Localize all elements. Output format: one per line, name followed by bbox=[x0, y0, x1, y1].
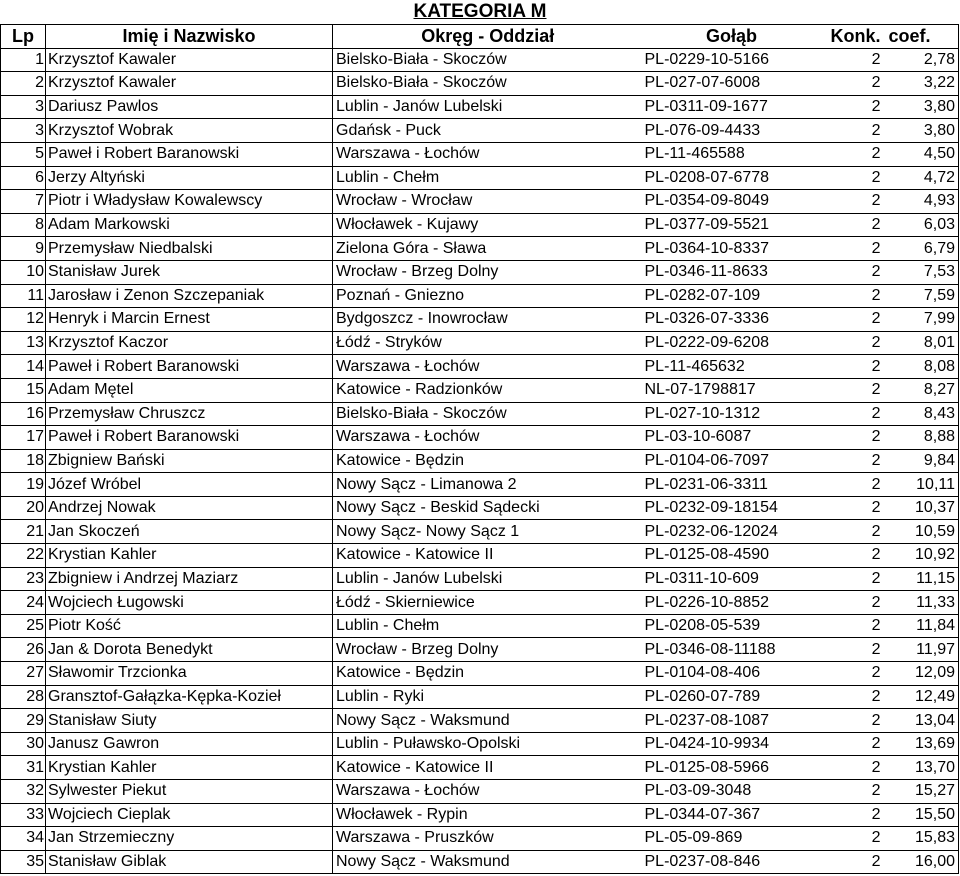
cell-golab: PL-0229-10-5166 bbox=[643, 48, 821, 72]
cell-okreg: Włocławek - Rypin bbox=[333, 803, 643, 827]
table-row bbox=[1, 827, 959, 851]
cell-okreg: Wrocław - Brzeg Dolny bbox=[333, 638, 643, 662]
cell-okreg: Warszawa - Pruszków bbox=[333, 827, 643, 851]
cell-konk: 2 bbox=[821, 496, 885, 520]
table-row bbox=[1, 449, 959, 473]
cell-golab: PL-0346-11-8633 bbox=[643, 260, 821, 284]
cell-coef: 10,37 bbox=[885, 496, 959, 520]
cell-lp: 20 bbox=[1, 496, 46, 520]
table-row bbox=[1, 567, 959, 591]
cell-golab: PL-0237-08-846 bbox=[643, 850, 821, 874]
cell-name: Piotr Kość bbox=[46, 614, 333, 638]
table-row bbox=[1, 591, 959, 615]
cell-name: Gransztof-Gałązka-Kępka-Kozieł bbox=[46, 685, 333, 709]
cell-lp: 27 bbox=[1, 662, 46, 686]
cell-golab: PL-0208-07-6778 bbox=[643, 166, 821, 190]
header-name: Imię i Nazwisko bbox=[46, 25, 333, 49]
cell-name: Krystian Kahler bbox=[46, 544, 333, 568]
cell-golab: NL-07-1798817 bbox=[643, 378, 821, 402]
cell-coef: 16,00 bbox=[885, 850, 959, 874]
cell-name: Zbigniew Bański bbox=[46, 449, 333, 473]
cell-golab: PL-0424-10-9934 bbox=[643, 732, 821, 756]
cell-konk: 2 bbox=[821, 402, 885, 426]
cell-coef: 11,84 bbox=[885, 614, 959, 638]
cell-name: Paweł i Robert Baranowski bbox=[46, 142, 333, 166]
cell-konk: 2 bbox=[821, 520, 885, 544]
cell-konk: 2 bbox=[821, 260, 885, 284]
table-row bbox=[1, 544, 959, 568]
cell-coef: 3,80 bbox=[885, 119, 959, 143]
cell-lp: 8 bbox=[1, 213, 46, 237]
cell-lp: 22 bbox=[1, 544, 46, 568]
cell-okreg: Katowice - Katowice II bbox=[333, 544, 643, 568]
cell-konk: 2 bbox=[821, 378, 885, 402]
cell-okreg: Lublin - Janów Lubelski bbox=[333, 95, 643, 119]
cell-okreg: Bydgoszcz - Inowrocław bbox=[333, 308, 643, 332]
page-title-text: KATEGORIA M bbox=[413, 1, 547, 22]
table-row bbox=[1, 260, 959, 284]
cell-golab: PL-0104-08-406 bbox=[643, 662, 821, 686]
cell-okreg: Włocławek - Kujawy bbox=[333, 213, 643, 237]
cell-name: Paweł i Robert Baranowski bbox=[46, 426, 333, 450]
cell-lp: 21 bbox=[1, 520, 46, 544]
cell-lp: 15 bbox=[1, 378, 46, 402]
cell-coef: 8,43 bbox=[885, 402, 959, 426]
cell-name: Piotr i Władysław Kowalewscy bbox=[46, 190, 333, 214]
cell-lp: 17 bbox=[1, 426, 46, 450]
cell-konk: 2 bbox=[821, 119, 885, 143]
cell-lp: 29 bbox=[1, 709, 46, 733]
cell-golab: PL-11-465588 bbox=[643, 142, 821, 166]
cell-okreg: Wrocław - Wrocław bbox=[333, 190, 643, 214]
cell-lp: 23 bbox=[1, 567, 46, 591]
cell-name: Przemysław Niedbalski bbox=[46, 237, 333, 261]
cell-konk: 2 bbox=[821, 732, 885, 756]
cell-okreg: Lublin - Janów Lubelski bbox=[333, 567, 643, 591]
cell-coef: 2,78 bbox=[885, 48, 959, 72]
cell-name: Stanisław Jurek bbox=[46, 260, 333, 284]
cell-okreg: Warszawa - Łochów bbox=[333, 142, 643, 166]
cell-lp: 19 bbox=[1, 473, 46, 497]
cell-golab: PL-05-09-869 bbox=[643, 827, 821, 851]
cell-name: Jan & Dorota Benedykt bbox=[46, 638, 333, 662]
cell-name: Krzysztof Kaczor bbox=[46, 331, 333, 355]
cell-name: Jerzy Altyński bbox=[46, 166, 333, 190]
cell-konk: 2 bbox=[821, 473, 885, 497]
cell-name: Jan Strzemieczny bbox=[46, 827, 333, 851]
cell-lp: 16 bbox=[1, 402, 46, 426]
cell-konk: 2 bbox=[821, 544, 885, 568]
cell-coef: 15,50 bbox=[885, 803, 959, 827]
header-golab: Gołąb bbox=[643, 25, 821, 49]
table-row bbox=[1, 72, 959, 96]
cell-name: Krzysztof Wobrak bbox=[46, 119, 333, 143]
cell-okreg: Bielsko-Biała - Skoczów bbox=[333, 48, 643, 72]
cell-lp: 13 bbox=[1, 331, 46, 355]
cell-okreg: Wrocław - Brzeg Dolny bbox=[333, 260, 643, 284]
cell-okreg: Łódź - Stryków bbox=[333, 331, 643, 355]
cell-lp: 7 bbox=[1, 190, 46, 214]
cell-lp: 5 bbox=[1, 142, 46, 166]
cell-coef: 3,80 bbox=[885, 95, 959, 119]
cell-okreg: Bielsko-Biała - Skoczów bbox=[333, 72, 643, 96]
cell-golab: PL-027-07-6008 bbox=[643, 72, 821, 96]
table-row bbox=[1, 119, 959, 143]
cell-coef: 13,04 bbox=[885, 709, 959, 733]
cell-okreg: Łódź - Skierniewice bbox=[333, 591, 643, 615]
cell-coef: 13,69 bbox=[885, 732, 959, 756]
table-row bbox=[1, 520, 959, 544]
cell-name: Przemysław Chruszcz bbox=[46, 402, 333, 426]
cell-okreg: Katowice - Katowice II bbox=[333, 756, 643, 780]
table-row bbox=[1, 331, 959, 355]
cell-coef: 7,53 bbox=[885, 260, 959, 284]
cell-name: Dariusz Pawlos bbox=[46, 95, 333, 119]
cell-konk: 2 bbox=[821, 190, 885, 214]
cell-golab: PL-0311-09-1677 bbox=[643, 95, 821, 119]
cell-konk: 2 bbox=[821, 638, 885, 662]
cell-konk: 2 bbox=[821, 308, 885, 332]
table-row bbox=[1, 780, 959, 804]
cell-golab: PL-11-465632 bbox=[643, 355, 821, 379]
cell-konk: 2 bbox=[821, 827, 885, 851]
cell-lp: 31 bbox=[1, 756, 46, 780]
cell-coef: 10,11 bbox=[885, 473, 959, 497]
cell-coef: 12,09 bbox=[885, 662, 959, 686]
cell-okreg: Nowy Sącz - Limanowa 2 bbox=[333, 473, 643, 497]
table-row bbox=[1, 614, 959, 638]
cell-golab: PL-0311-10-609 bbox=[643, 567, 821, 591]
cell-konk: 2 bbox=[821, 567, 885, 591]
cell-okreg: Nowy Sącz- Nowy Sącz 1 bbox=[333, 520, 643, 544]
cell-coef: 10,59 bbox=[885, 520, 959, 544]
cell-lp: 9 bbox=[1, 237, 46, 261]
cell-konk: 2 bbox=[821, 780, 885, 804]
cell-golab: PL-0104-06-7097 bbox=[643, 449, 821, 473]
cell-golab: PL-03-10-6087 bbox=[643, 426, 821, 450]
table-row bbox=[1, 638, 959, 662]
cell-lp: 33 bbox=[1, 803, 46, 827]
cell-coef: 11,33 bbox=[885, 591, 959, 615]
table-row bbox=[1, 378, 959, 402]
cell-coef: 4,50 bbox=[885, 142, 959, 166]
cell-name: Krzysztof Kawaler bbox=[46, 72, 333, 96]
cell-golab: PL-0222-09-6208 bbox=[643, 331, 821, 355]
cell-okreg: Nowy Sącz - Waksmund bbox=[333, 850, 643, 874]
cell-konk: 2 bbox=[821, 614, 885, 638]
cell-golab: PL-0282-07-109 bbox=[643, 284, 821, 308]
cell-konk: 2 bbox=[821, 48, 885, 72]
cell-golab: PL-0231-06-3311 bbox=[643, 473, 821, 497]
cell-golab: PL-0344-07-367 bbox=[643, 803, 821, 827]
cell-coef: 15,27 bbox=[885, 780, 959, 804]
cell-okreg: Katowice - Będzin bbox=[333, 449, 643, 473]
cell-konk: 2 bbox=[821, 331, 885, 355]
cell-name: Sylwester Piekut bbox=[46, 780, 333, 804]
cell-name: Stanisław Siuty bbox=[46, 709, 333, 733]
cell-lp: 26 bbox=[1, 638, 46, 662]
cell-name: Adam Markowski bbox=[46, 213, 333, 237]
cell-coef: 7,99 bbox=[885, 308, 959, 332]
cell-konk: 2 bbox=[821, 850, 885, 874]
cell-golab: PL-0260-07-789 bbox=[643, 685, 821, 709]
header-coef: coef. bbox=[885, 25, 959, 49]
table-row bbox=[1, 496, 959, 520]
cell-konk: 2 bbox=[821, 166, 885, 190]
header-okreg: Okręg - Oddział bbox=[333, 25, 643, 49]
cell-coef: 7,59 bbox=[885, 284, 959, 308]
cell-golab: PL-0354-09-8049 bbox=[643, 190, 821, 214]
cell-konk: 2 bbox=[821, 355, 885, 379]
cell-konk: 2 bbox=[821, 72, 885, 96]
header-konk: Konk. bbox=[821, 25, 885, 49]
cell-konk: 2 bbox=[821, 756, 885, 780]
cell-name: Wojciech Cieplak bbox=[46, 803, 333, 827]
table-row bbox=[1, 237, 959, 261]
cell-lp: 34 bbox=[1, 827, 46, 851]
cell-konk: 2 bbox=[821, 213, 885, 237]
cell-name: Andrzej Nowak bbox=[46, 496, 333, 520]
cell-golab: PL-0232-09-18154 bbox=[643, 496, 821, 520]
cell-konk: 2 bbox=[821, 237, 885, 261]
cell-golab: PL-0326-07-3336 bbox=[643, 308, 821, 332]
table-row bbox=[1, 732, 959, 756]
cell-okreg: Lublin - Puławsko-Opolski bbox=[333, 732, 643, 756]
cell-golab: PL-0232-06-12024 bbox=[643, 520, 821, 544]
cell-okreg: Nowy Sącz - Waksmund bbox=[333, 709, 643, 733]
table-row bbox=[1, 284, 959, 308]
cell-golab: PL-027-10-1312 bbox=[643, 402, 821, 426]
cell-okreg: Warszawa - Łochów bbox=[333, 780, 643, 804]
cell-coef: 15,83 bbox=[885, 827, 959, 851]
cell-lp: 14 bbox=[1, 355, 46, 379]
table-row bbox=[1, 803, 959, 827]
cell-okreg: Nowy Sącz - Beskid Sądecki bbox=[333, 496, 643, 520]
cell-konk: 2 bbox=[821, 803, 885, 827]
cell-name: Jarosław i Zenon Szczepaniak bbox=[46, 284, 333, 308]
cell-lp: 18 bbox=[1, 449, 46, 473]
cell-coef: 9,84 bbox=[885, 449, 959, 473]
cell-golab: PL-076-09-4433 bbox=[643, 119, 821, 143]
cell-konk: 2 bbox=[821, 284, 885, 308]
results-table bbox=[0, 24, 959, 874]
cell-lp: 11 bbox=[1, 284, 46, 308]
cell-okreg: Katowice - Radzionków bbox=[333, 378, 643, 402]
cell-coef: 6,03 bbox=[885, 213, 959, 237]
cell-name: Henryk i Marcin Ernest bbox=[46, 308, 333, 332]
table-row bbox=[1, 685, 959, 709]
cell-coef: 12,49 bbox=[885, 685, 959, 709]
cell-coef: 4,93 bbox=[885, 190, 959, 214]
cell-coef: 8,88 bbox=[885, 426, 959, 450]
cell-konk: 2 bbox=[821, 426, 885, 450]
cell-okreg: Gdańsk - Puck bbox=[333, 119, 643, 143]
cell-golab: PL-0377-09-5521 bbox=[643, 213, 821, 237]
cell-okreg: Lublin - Ryki bbox=[333, 685, 643, 709]
cell-name: Janusz Gawron bbox=[46, 732, 333, 756]
cell-konk: 2 bbox=[821, 662, 885, 686]
cell-lp: 2 bbox=[1, 72, 46, 96]
cell-lp: 32 bbox=[1, 780, 46, 804]
cell-golab: PL-0208-05-539 bbox=[643, 614, 821, 638]
cell-coef: 10,92 bbox=[885, 544, 959, 568]
cell-coef: 3,22 bbox=[885, 72, 959, 96]
cell-golab: PL-0346-08-11188 bbox=[643, 638, 821, 662]
cell-name: Paweł i Robert Baranowski bbox=[46, 355, 333, 379]
table-row bbox=[1, 48, 959, 72]
cell-okreg: Lublin - Chełm bbox=[333, 614, 643, 638]
table-row bbox=[1, 355, 959, 379]
cell-name: Wojciech Ługowski bbox=[46, 591, 333, 615]
cell-name: Krystian Kahler bbox=[46, 756, 333, 780]
page-title bbox=[0, 0, 960, 24]
table-row bbox=[1, 402, 959, 426]
cell-coef: 8,01 bbox=[885, 331, 959, 355]
cell-lp: 6 bbox=[1, 166, 46, 190]
cell-name: Krzysztof Kawaler bbox=[46, 48, 333, 72]
cell-name: Józef Wróbel bbox=[46, 473, 333, 497]
table-row bbox=[1, 95, 959, 119]
cell-konk: 2 bbox=[821, 142, 885, 166]
cell-konk: 2 bbox=[821, 95, 885, 119]
cell-okreg: Zielona Góra - Sława bbox=[333, 237, 643, 261]
cell-name: Zbigniew i Andrzej Maziarz bbox=[46, 567, 333, 591]
cell-okreg: Lublin - Chełm bbox=[333, 166, 643, 190]
table-row bbox=[1, 662, 959, 686]
table-row bbox=[1, 473, 959, 497]
cell-konk: 2 bbox=[821, 685, 885, 709]
table-row bbox=[1, 426, 959, 450]
table-row bbox=[1, 166, 959, 190]
cell-coef: 4,72 bbox=[885, 166, 959, 190]
cell-coef: 8,08 bbox=[885, 355, 959, 379]
header-lp: Lp bbox=[1, 25, 46, 49]
cell-coef: 8,27 bbox=[885, 378, 959, 402]
cell-lp: 12 bbox=[1, 308, 46, 332]
cell-coef: 11,15 bbox=[885, 567, 959, 591]
cell-name: Stanisław Giblak bbox=[46, 850, 333, 874]
cell-lp: 24 bbox=[1, 591, 46, 615]
cell-coef: 13,70 bbox=[885, 756, 959, 780]
cell-lp: 28 bbox=[1, 685, 46, 709]
cell-golab: PL-0125-08-4590 bbox=[643, 544, 821, 568]
cell-golab: PL-0237-08-1087 bbox=[643, 709, 821, 733]
table-body bbox=[1, 48, 959, 874]
cell-golab: PL-03-09-3048 bbox=[643, 780, 821, 804]
table-row bbox=[1, 756, 959, 780]
cell-golab: PL-0364-10-8337 bbox=[643, 237, 821, 261]
table-row bbox=[1, 308, 959, 332]
table-row bbox=[1, 850, 959, 874]
cell-okreg: Bielsko-Biała - Skoczów bbox=[333, 402, 643, 426]
cell-lp: 1 bbox=[1, 48, 46, 72]
cell-okreg: Warszawa - Łochów bbox=[333, 355, 643, 379]
cell-lp: 30 bbox=[1, 732, 46, 756]
cell-lp: 25 bbox=[1, 614, 46, 638]
table-row bbox=[1, 709, 959, 733]
cell-golab: PL-0125-08-5966 bbox=[643, 756, 821, 780]
cell-konk: 2 bbox=[821, 591, 885, 615]
cell-okreg: Poznań - Gniezno bbox=[333, 284, 643, 308]
cell-lp: 3 bbox=[1, 119, 46, 143]
table-row bbox=[1, 190, 959, 214]
cell-name: Adam Mętel bbox=[46, 378, 333, 402]
table-row bbox=[1, 142, 959, 166]
cell-coef: 6,79 bbox=[885, 237, 959, 261]
cell-coef: 11,97 bbox=[885, 638, 959, 662]
cell-name: Jan Skoczeń bbox=[46, 520, 333, 544]
table-row bbox=[1, 213, 959, 237]
cell-lp: 35 bbox=[1, 850, 46, 874]
cell-okreg: Katowice - Będzin bbox=[333, 662, 643, 686]
cell-name: Sławomir Trzcionka bbox=[46, 662, 333, 686]
cell-lp: 10 bbox=[1, 260, 46, 284]
header-row bbox=[1, 25, 959, 49]
cell-lp: 3 bbox=[1, 95, 46, 119]
cell-golab: PL-0226-10-8852 bbox=[643, 591, 821, 615]
cell-konk: 2 bbox=[821, 449, 885, 473]
cell-konk: 2 bbox=[821, 709, 885, 733]
cell-okreg: Warszawa - Łochów bbox=[333, 426, 643, 450]
